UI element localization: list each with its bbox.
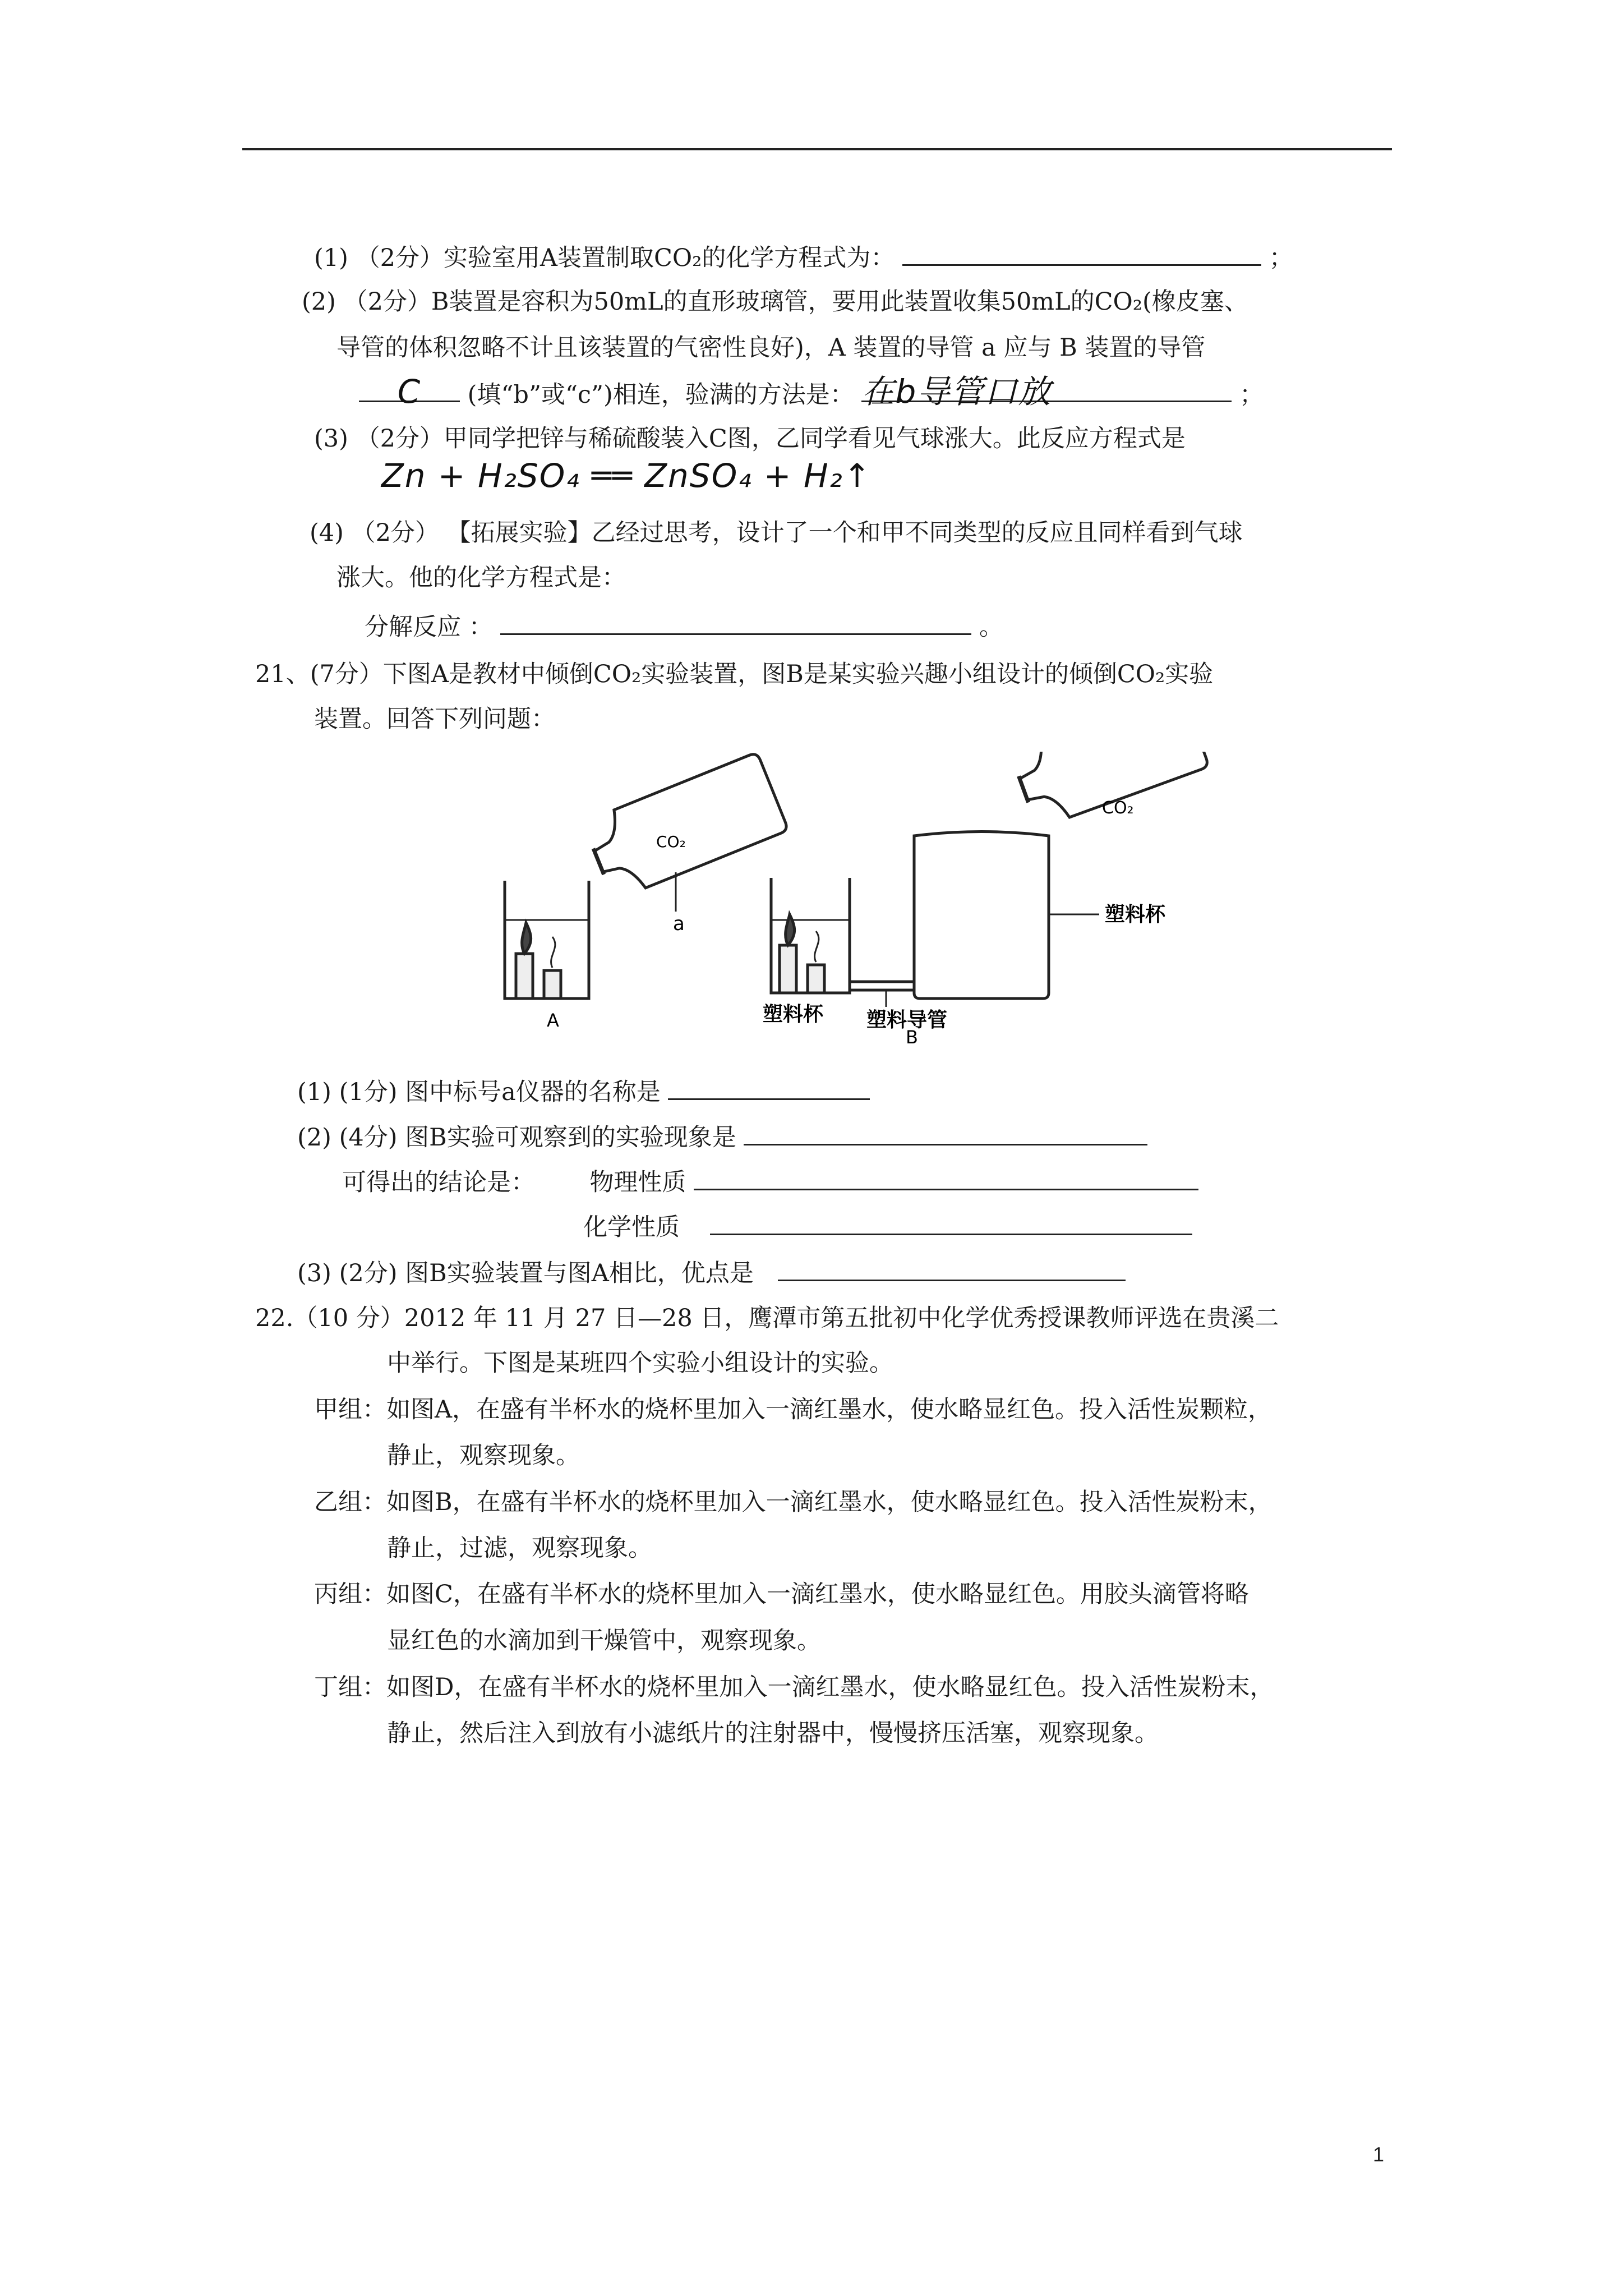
smoke-a <box>551 937 555 968</box>
candle-tall-a <box>516 954 533 999</box>
q20-part2-method-answer[interactable]: 在b导管口放 <box>861 375 1232 402</box>
q20-part2-line3 <box>359 372 1264 412</box>
q20-part4-line3 <box>365 608 1003 644</box>
page-number: 1 <box>1373 2143 1385 2166</box>
q21-s2-chem <box>583 1208 1192 1244</box>
fig-b-cup-left-label: 塑料杯 <box>763 1003 824 1026</box>
q21-s3 <box>297 1254 1126 1290</box>
q20-part4-end: 。 <box>979 613 1004 641</box>
q20-part3-line2 <box>381 459 872 496</box>
q22-group-b-line2: 静止，过滤，观察现象。 <box>387 1534 652 1562</box>
q20-part1-end: ； <box>1269 244 1293 272</box>
flame-a <box>522 923 531 954</box>
fig-b-co2-label: CO₂ <box>1102 798 1134 818</box>
q22-group-d-line2: 静止，然后注入到放有小滤纸片的注射器中，慢慢挤压活塞，观察现象。 <box>387 1719 1159 1747</box>
q21-intro-line1: 21、(7分）下图A是教材中倾倒CO₂实验装置，图B是某实验兴趣小组设计的倾倒CO₂实验 <box>255 660 1214 688</box>
q22-intro-line2: 中举行。下图是某班四个实验小组设计的实验。 <box>387 1349 893 1377</box>
q21-s2-blank[interactable] <box>744 1118 1147 1145</box>
fig-a-co2-label: CO₂ <box>656 832 686 851</box>
q20-part4-line1: (4) （2分） 【拓展实验】乙经过思考，设计了一个和甲不同类型的反应且同样看到气球 <box>310 519 1243 547</box>
header-rule <box>242 148 1392 150</box>
fig-a-caption: A <box>547 1010 559 1031</box>
q20-part3-answer[interactable]: Zn + H₂SO₄ ══ ZnSO₄ + H₂↑ <box>381 457 872 495</box>
q20-part2-line2: 导管的体积忽略不计且该装置的气密性良好)，A 装置的导管 a 应与 B 装置的导管 <box>336 334 1206 362</box>
q21-s2 <box>297 1118 1147 1154</box>
q21-s1-blank[interactable] <box>668 1073 870 1100</box>
q20-part3-line1: (3) （2分）甲同学把锌与稀硫酸装入C图，乙同学看见气球涨大。此反应方程式是 <box>314 425 1186 453</box>
q20-part2-answer[interactable]: C <box>359 375 460 402</box>
q21-s2-phys-label: 物理性质 <box>589 1168 686 1197</box>
q20-part1-text: (1) （2分）实验室用A装置制取CO₂的化学方程式为： <box>314 244 895 272</box>
q21-s2-conc-label: 可得出的结论是： <box>342 1168 535 1197</box>
bottle-a <box>583 752 789 901</box>
q21-s2-chem-label: 化学性质 <box>583 1213 680 1241</box>
q22-group-b-line1: 乙组：如图B，在盛有半杯水的烧杯里加入一滴红墨水，使水略显红色。投入活性炭粉末， <box>314 1488 1272 1516</box>
q21-intro-line2: 装置。回答下列问题： <box>314 705 555 733</box>
q22-group-c-line1: 丙组：如图C，在盛有半杯水的烧杯里加入一滴红墨水，使水略显红色。用胶头滴管将略 <box>314 1580 1249 1608</box>
q21-s3-blank[interactable] <box>778 1254 1126 1281</box>
candle-short-b <box>808 965 824 993</box>
q22-group-d-line1: 丁组：如图D，在盛有半杯水的烧杯里加入一滴红墨水，使水略显红色。投入活性炭粉末， <box>314 1673 1274 1701</box>
q21-s2-conclusion <box>342 1163 1198 1199</box>
cup-b-right <box>914 832 1049 999</box>
q21-s1 <box>297 1073 870 1109</box>
q21-s2-chem-blank[interactable] <box>710 1208 1192 1235</box>
fig-b-tube-label: 塑料导管 <box>866 1009 948 1032</box>
q20-part2-line1: (2) （2分）B装置是容积为50mL的直形玻璃管，要用此装置收集50mL的CO₂(橡皮塞、 <box>302 288 1248 316</box>
q20-part2-end: ； <box>1239 381 1264 409</box>
q20-part4-line2: 涨大。他的化学方程式是： <box>336 564 626 592</box>
q21-s2-phys-blank[interactable] <box>694 1163 1198 1190</box>
q20-part2-fill-text: (填“b”或“c”)相连，验满的方法是： <box>467 381 854 409</box>
q20-part4-blank[interactable] <box>500 608 971 635</box>
q21-figure <box>482 752 1211 1043</box>
q20-part4-label: 分解反应 ： <box>365 613 493 641</box>
q22-group-a-line2: 静止，观察现象。 <box>387 1442 580 1470</box>
fig-b-caption: B <box>906 1027 918 1043</box>
q20-part1 <box>314 238 1293 275</box>
flame-b <box>786 914 795 945</box>
q22-intro-line1: 22.（10 分）2012 年 11 月 27 日—28 日，鹰潭市第五批初中化学优秀授课教师评选在贵溪二 <box>255 1304 1279 1332</box>
candle-short-a <box>544 970 561 999</box>
q21-s3-text: (3) (2分) 图B实验装置与图A相比，优点是 <box>297 1259 754 1287</box>
smoke-b <box>815 931 819 962</box>
q22-group-a-line1: 甲组：如图A，在盛有半杯水的烧杯里加入一滴红墨水，使水略显红色。投入活性炭颗粒， <box>314 1396 1272 1424</box>
fig-b-cup-right-label: 塑料杯 <box>1105 903 1166 926</box>
connecting-tube <box>850 982 914 990</box>
q21-s1-text: (1) (1分) 图中标号a仪器的名称是 <box>297 1078 661 1106</box>
q22-group-c-line2: 显红色的水滴加到干燥管中，观察现象。 <box>387 1627 821 1655</box>
q20-part1-blank[interactable] <box>902 238 1261 266</box>
candle-tall-b <box>780 945 796 993</box>
fig-a-label-a: a <box>673 913 685 935</box>
q21-s2-text: (2) (4分) 图B实验可观察到的实验现象是 <box>297 1124 736 1152</box>
